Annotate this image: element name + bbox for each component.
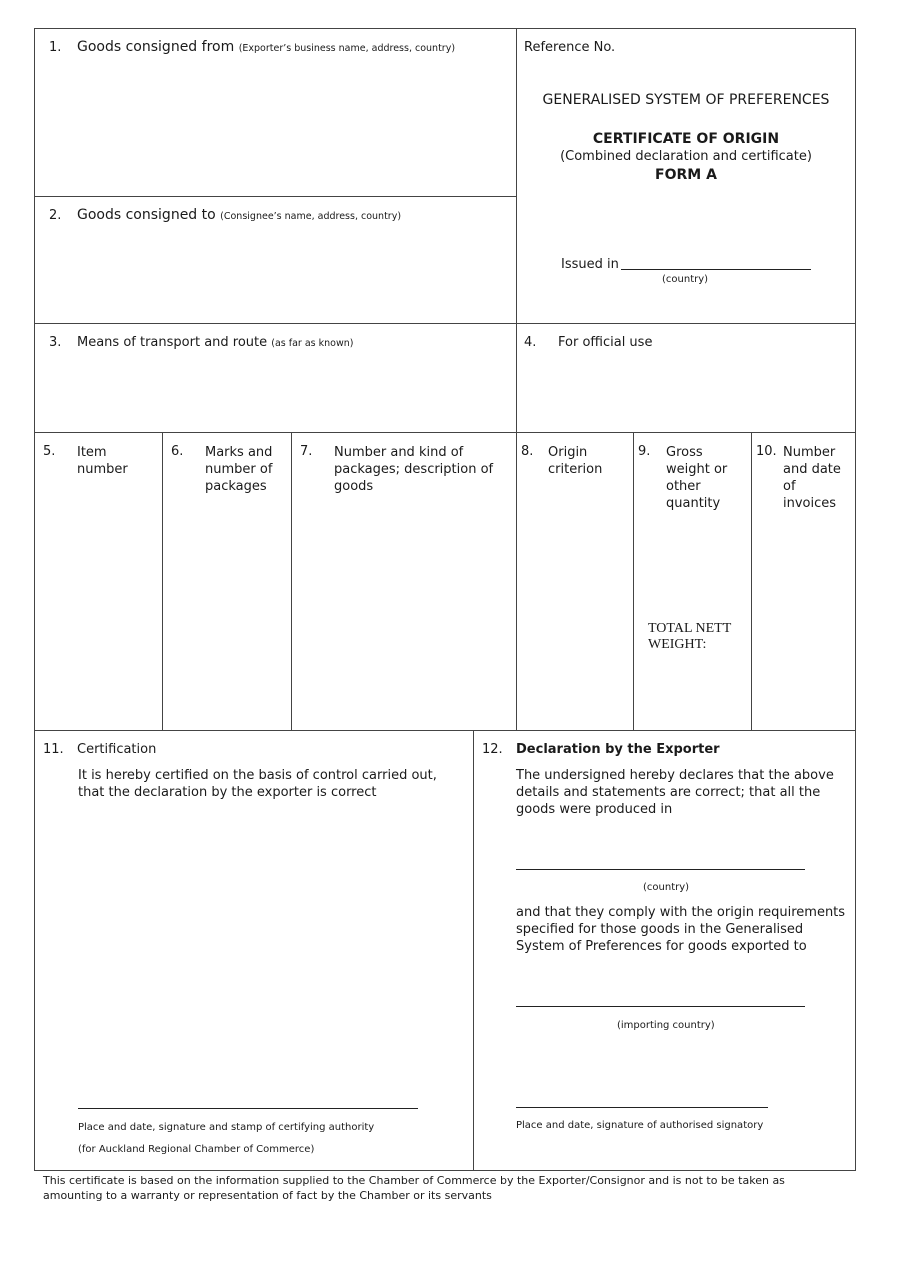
divider-col8-9 xyxy=(633,432,634,730)
reference-label: Reference No. xyxy=(524,40,616,55)
col-10-line: of xyxy=(783,479,796,494)
box-12-p2-line: specified for those goods in the Generalised xyxy=(516,922,804,937)
box-1-title: Goods consigned from xyxy=(77,39,235,55)
col-8-line: criterion xyxy=(548,462,603,477)
box-12-importing-line xyxy=(516,1006,805,1007)
issued-in-line xyxy=(621,269,811,270)
total-nett-weight xyxy=(648,621,731,653)
box-3-note: (as far as known) xyxy=(271,338,354,349)
col-10-number: 10. xyxy=(756,444,777,459)
col-9-line: weight or xyxy=(666,462,728,477)
box-12-p1-line: details and statements are correct; that all the xyxy=(516,785,821,800)
box-11-signature-line xyxy=(78,1108,418,1109)
box-1-label xyxy=(77,39,455,57)
box-12-p1-line: goods were produced in xyxy=(516,802,673,817)
divider-col5-6 xyxy=(162,432,163,730)
issued-in-label: Issued in xyxy=(561,257,619,272)
box-12-title: Declaration by the Exporter xyxy=(516,742,720,757)
frame-top xyxy=(34,28,856,29)
col-6-number: 6. xyxy=(171,444,184,459)
col-7-label xyxy=(334,444,493,495)
col-8-number: 8. xyxy=(521,444,534,459)
col-6-label xyxy=(205,444,272,495)
footer-line: This certificate is based on the information supplied to the Chamber of Commerce by the Exporter/Consignor and is not to be taken as xyxy=(43,1174,785,1187)
box-4-label: For official use xyxy=(558,335,653,350)
col-5-line: number xyxy=(77,462,128,477)
col-8-label xyxy=(548,444,602,478)
issued-country-caption: (country) xyxy=(662,274,709,285)
col-10-line: and date xyxy=(783,462,841,477)
certificate-title: CERTIFICATE OF ORIGIN xyxy=(592,131,780,147)
divider-row2-3 xyxy=(34,323,856,324)
box-12-signature-caption: Place and date, signature of authorised signatory xyxy=(516,1120,764,1131)
combined-subtitle: (Combined declaration and certificate) xyxy=(560,149,812,164)
box-12-signature-line xyxy=(516,1107,768,1108)
box-2-title: Goods consigned to xyxy=(77,207,216,223)
col-8-line: Origin xyxy=(548,445,588,460)
box-3-label xyxy=(77,334,353,352)
box-11-text-line2: that the declaration by the exporter is correct xyxy=(78,785,377,800)
col-9-line: other xyxy=(666,479,701,494)
col-10-line: Number xyxy=(783,445,836,460)
gsp-title: GENERALISED SYSTEM OF PREFERENCES xyxy=(542,92,830,108)
col-9-number: 9. xyxy=(638,444,651,459)
box-12-paragraph-1 xyxy=(516,767,834,818)
col-6-line: packages xyxy=(205,479,267,494)
divider-box11-12 xyxy=(473,730,474,1170)
box-11-text xyxy=(78,767,437,801)
box-12-country-caption: (country) xyxy=(643,882,690,893)
footer-line: amounting to a warranty or representation of fact by the Chamber or its servants xyxy=(43,1189,492,1202)
form-a-label: FORM A xyxy=(655,167,717,183)
box-2-note: (Consignee’s name, address, country) xyxy=(220,211,402,222)
col-5-number: 5. xyxy=(43,444,56,459)
box-2-label xyxy=(77,207,401,225)
box-3-title: Means of transport and route xyxy=(77,335,268,350)
box-12-country-line xyxy=(516,869,805,870)
divider-row5-11 xyxy=(34,730,856,731)
box-12-p2-line: System of Preferences for goods exported to xyxy=(516,939,807,954)
divider-col9-10 xyxy=(751,432,752,730)
box-11-number: 11. xyxy=(43,742,64,757)
total-nett-line1: TOTAL NETT xyxy=(648,621,732,636)
box-12-p2-line: and that they comply with the origin requirements xyxy=(516,905,846,920)
total-nett-line2: WEIGHT: xyxy=(648,637,707,652)
divider-col6-7 xyxy=(291,432,292,730)
col-10-label xyxy=(783,444,841,512)
box-1-number: 1. xyxy=(49,40,62,55)
col-6-line: Marks and xyxy=(205,445,273,460)
divider-box1-2 xyxy=(34,196,516,197)
col-5-label xyxy=(77,444,128,478)
col-9-label xyxy=(666,444,727,512)
box-2-number: 2. xyxy=(49,208,62,223)
col-9-line: Gross xyxy=(666,445,703,460)
box-11-text-line1: It is hereby certified on the basis of control carried out, xyxy=(78,768,437,783)
box-12-paragraph-2 xyxy=(516,904,845,955)
divider-row3-5 xyxy=(34,432,856,433)
footer-disclaimer xyxy=(43,1173,785,1203)
col-7-number: 7. xyxy=(300,444,313,459)
col-5-line: Item xyxy=(77,445,107,460)
box-4-number: 4. xyxy=(524,335,537,350)
col-6-line: number of xyxy=(205,462,273,477)
col-7-line: Number and kind of xyxy=(334,445,464,460)
frame-bottom xyxy=(34,1170,856,1171)
box-12-importing-caption: (importing country) xyxy=(617,1020,715,1031)
col-7-line: goods xyxy=(334,479,374,494)
box-11-chamber-note: (for Auckland Regional Chamber of Commerce) xyxy=(78,1144,315,1155)
box-1-note: (Exporter’s business name, address, country) xyxy=(238,43,456,54)
col-9-line: quantity xyxy=(666,496,721,511)
frame-left xyxy=(34,28,35,1171)
col-10-line: invoices xyxy=(783,496,837,511)
box-12-number: 12. xyxy=(482,742,503,757)
frame-right xyxy=(855,28,856,1171)
box-11-signature-caption: Place and date, signature and stamp of certifying authority xyxy=(78,1122,375,1133)
certificate-header xyxy=(516,92,856,184)
box-3-number: 3. xyxy=(49,335,62,350)
box-12-p1-line: The undersigned hereby declares that the above xyxy=(516,768,834,783)
col-7-line: packages; description of xyxy=(334,462,494,477)
box-11-title: Certification xyxy=(77,742,157,757)
